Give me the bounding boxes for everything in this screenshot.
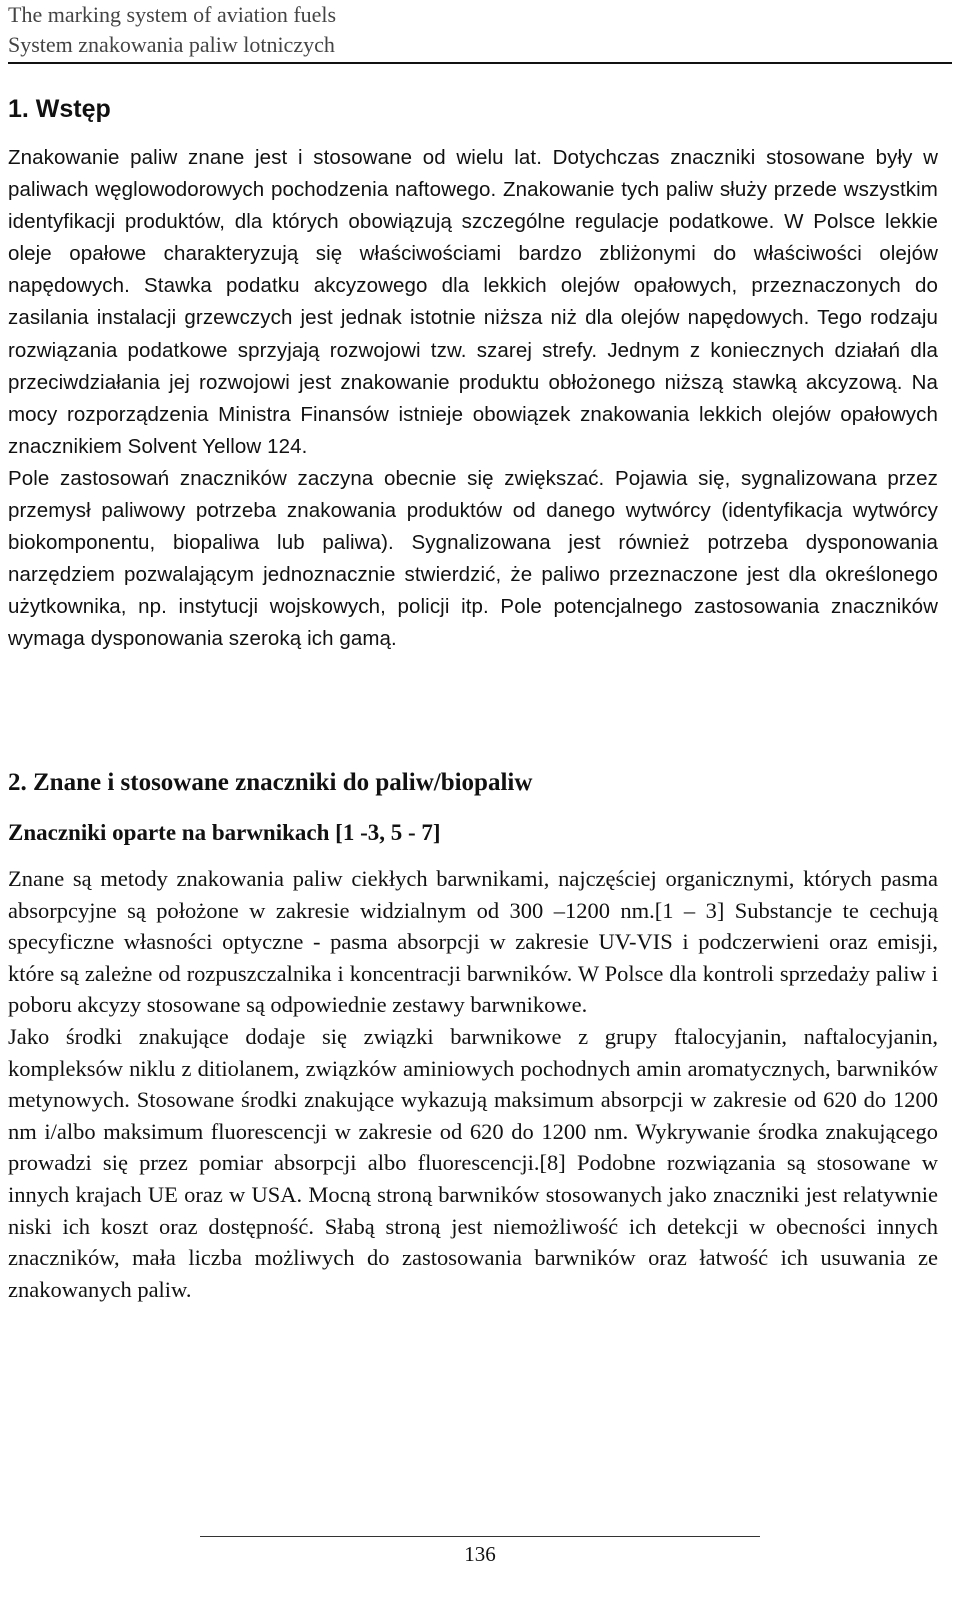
footer-divider bbox=[200, 1536, 760, 1537]
header-title-english: The marking system of aviation fuels bbox=[8, 2, 337, 27]
section-2-paragraph-1: Znane są metody znakowania paliw ciekłych barwnikami, najczęściej organicznymi, których pasma absorpcyjne są położone w zakresie widzialnym od 300 –1200 nm.[1 – 3] Substancje te cechują specyficzne własności optyczne - pasma absorpcji w zakresie UV-VIS i podczerwieni oraz emisji, które są zależne od rozpuszczalnika i koncentracji barwników. W Polsce dla kontroli sprzedaży paliw i poboru akcyzy stosowane są odpowiednie zestawy barwnikowe. bbox=[8, 866, 938, 1018]
header-divider bbox=[8, 62, 952, 64]
section-1-body bbox=[8, 142, 938, 656]
section-2-body bbox=[8, 863, 938, 1305]
header-title-polish: System znakowania paliw lotniczych bbox=[8, 32, 335, 57]
section-2-paragraph-2: Jako środki znakujące dodaje się związki barwnikowe z grupy ftalocyjanin, naftalocyjanin, kompleksów niklu z ditiolanem, związków aminiowych pochodnych amin aromatycznych, barwników metynowych. Stosowane środki znakujące wykazują maksimum absorpcji w zakresie od 620 do 1200 nm i/albo maksimum fluorescencji w zakresie od 620 do 1200 nm. Wykrywanie środka znakującego prowadzi się przez pomiar absorpcji albo fluorescencji.[8] Podobne rozwiązania są stosowane w innych krajach UE oraz w USA. Mocną stroną barwników stosowanych jako znaczniki jest relatywnie niski ich koszt oraz dostępność. Słabą stroną jest niemożliwość ich detekcji w obecności innych znaczników, mała liczba możliwych do zastosowania barwników oraz łatwość ich usuwania ze znakowanych paliw. bbox=[8, 1023, 938, 1302]
section-1-paragraph-1: Znakowanie paliw znane jest i stosowane od wielu lat. Dotychczas znaczniki stosowane były w paliwach węglowodorowych pochodzenia naftowego. Znakowanie tych paliw służy przede wszystkim identyfikacji produktów, dla których obowiązują szczególne regulacje podatkowe. W Polsce lekkie oleje opałowe charakteryzują się właściwościami bardzo zbliżonymi do właściwości olejów napędowych. Stawka podatku akcyzowego dla lekkich olejów opałowych, przeznaczonych do zasilania instalacji grzewczych jest jednak istotnie niższa niż dla olejów napędowych. Tego rodzaju rozwiązania podatkowe sprzyjają rozwojowi tzw. szarej strefy. Jednym z koniecznych działań dla przeciwdziałania jej rozwojowi jest znakowanie produktu obłożonego niższą stawką akcyzową. Na mocy rozporządzenia Ministra Finansów istnieje obowiązek znakowania lekkich olejów opałowych znacznikiem Solvent Yellow 124. bbox=[8, 146, 938, 458]
section-1-heading: 1. Wstęp bbox=[8, 95, 111, 123]
section-2-subheading: Znaczniki oparte na barwnikach [1 -3, 5 - 7] bbox=[8, 820, 441, 845]
page-number: 136 bbox=[464, 1542, 496, 1566]
section-2-heading: 2. Znane i stosowane znaczniki do paliw/biopaliw bbox=[8, 769, 533, 796]
section-1-paragraph-2: Pole zastosowań znaczników zaczyna obecnie się zwiększać. Pojawia się, sygnalizowana przez przemysł paliwowy potrzeba znakowania produktów od danego wytwórcy (identyfikacja wytwórcy biokomponentu, biopaliwa lub paliwa). Sygnalizowana jest również potrzeba dysponowania narzędziem pozwalającym jednoznacznie stwierdzić, że paliwo przeznaczone jest dla określonego użytkownika, np. instytucji wojskowych, policji itp. Pole potencjalnego zastosowania znaczników wymaga dysponowania szeroką ich gamą. bbox=[8, 466, 938, 651]
running-header bbox=[8, 0, 952, 60]
